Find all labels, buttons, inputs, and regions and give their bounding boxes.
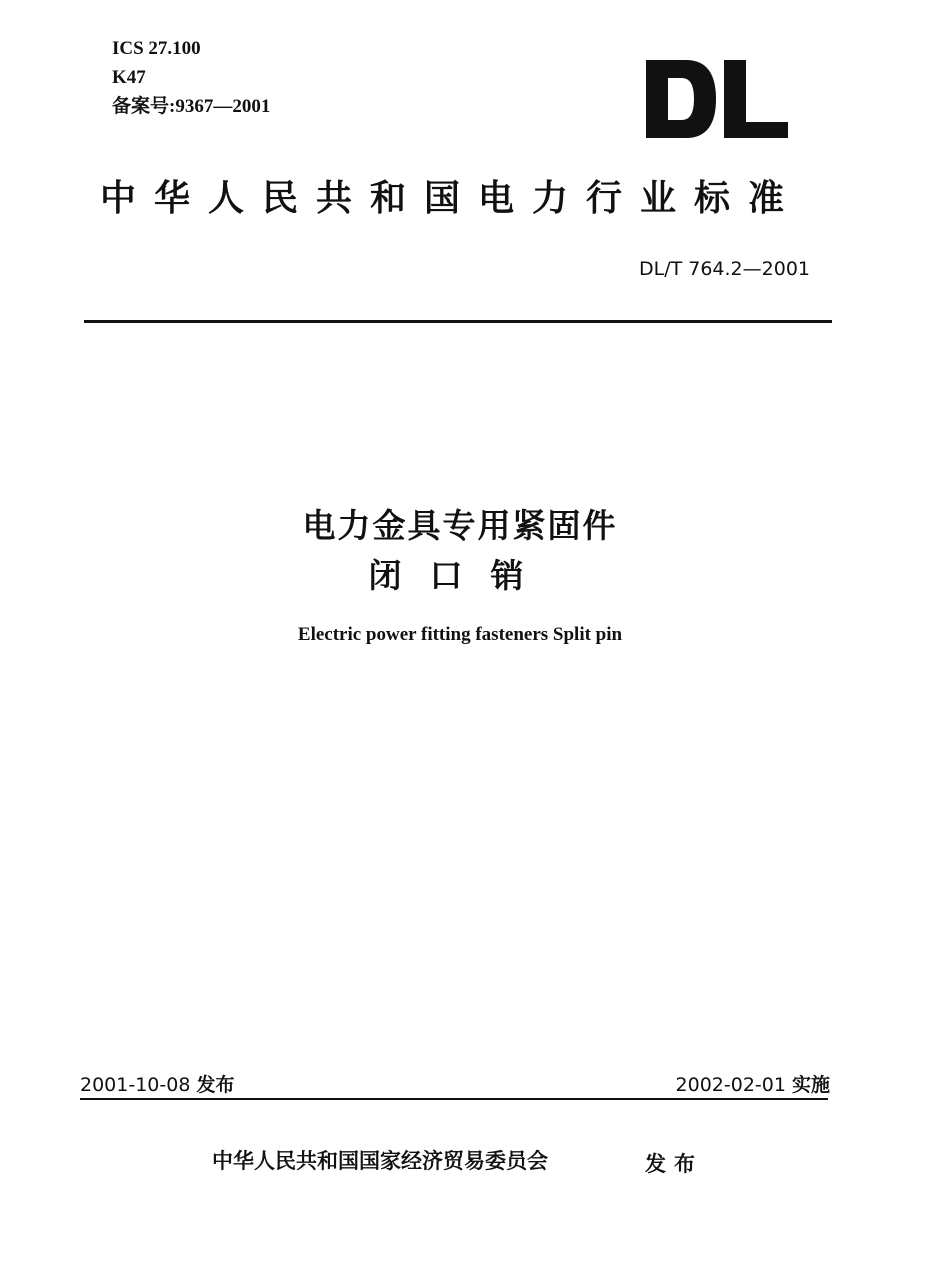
record-number: 备案号:9367—2001 [112,96,271,117]
document-subtitle-cn: 闭口销 [368,556,552,595]
ics-code: ICS 27.100 [112,38,201,59]
dl-logo [646,52,792,140]
publish-label: 发布 [196,1074,235,1096]
document-title-en: Electric power fitting fasteners Split pin [297,624,623,645]
publish-date: 2001-10-08 [80,1074,191,1096]
category-code: K47 [112,67,146,88]
publish-line [80,1070,234,1097]
bottom-divider [80,1098,828,1100]
standard-title: 中华人民共和国电力行业标准 [100,178,803,219]
issue-label: 发布 [645,1152,703,1176]
classification-block [112,34,270,121]
effective-line [676,1070,830,1097]
standard-number: DL/T 764.2—2001 [638,258,810,280]
issuing-authority: 中华人民共和国国家经济贸易委员会 [212,1149,548,1173]
top-divider [84,320,832,323]
effective-date: 2002-02-01 [675,1074,786,1096]
document-title-cn: 电力金具专用紧固件 [302,506,618,545]
effective-label: 实施 [791,1074,830,1096]
